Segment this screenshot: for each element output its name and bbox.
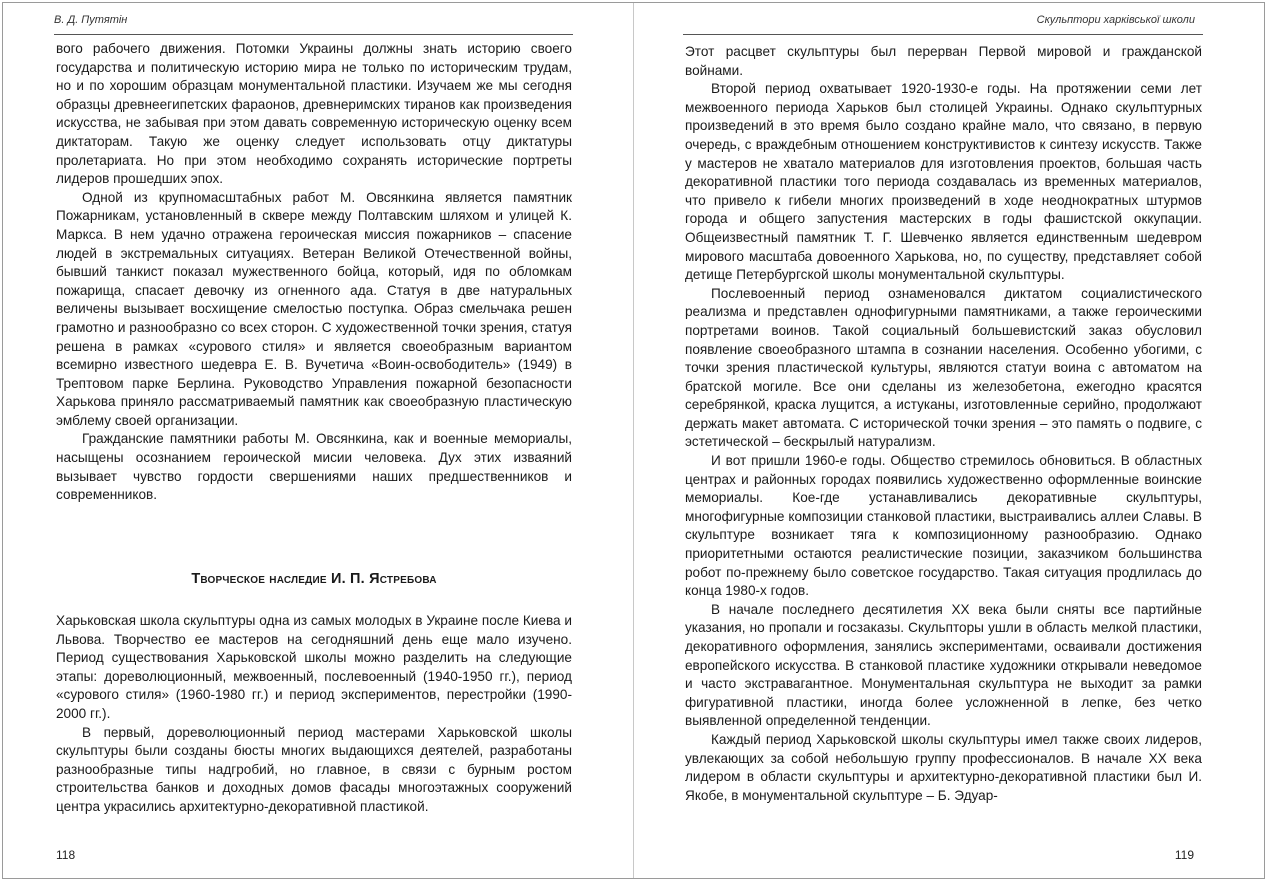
paragraph: Харьковская школа скульптуры одна из самых молодых в Украине после Киева и Львова. Творчество ее мастеров на сегодняшний день еще мало изучено. Период существования Харьковской школы можно разделить на следующие этапы: дореволюционный, межвоенный, послевоенный (1940-1950 гг.), период «сурового стиля» (1960-1980 гг.) и период экспериментов, перестройки (1990-2000 гг.). [56, 613, 572, 721]
left-page [3, 3, 634, 878]
section-title: Творческое наследие И. П. Ястребова [191, 571, 437, 587]
paragraph: Каждый период Харьковской школы скульптуры имел также своих лидеров, увлекающих за собой небольшую группу профессионалов. В начале XX века лидером в области скульптуры и архитектурно-декоративной пластики был И. Якобе, в монументальной скульптуре – Б. Эдуар- [685, 731, 1202, 803]
right-body-text [685, 43, 1202, 805]
book-spread [2, 2, 1265, 879]
paragraph: В первый, дореволюционный период мастерами Харьковской школы скульптуры были созданы бюсты многих выдающихся деятелей, разработаны разнообразные типы надгробий, но главное, в связи с бурным ростом строительства банков и доходных домов фасады многоэтажных сооружений центра украсились архитектурно-декоративной пластикой. [56, 724, 572, 814]
right-page [634, 3, 1264, 878]
left-body-text [56, 40, 572, 505]
paragraph: Этот расцвет скульптуры был перерван Первой мировой и гражданской войнами. [685, 44, 1202, 78]
header-rule [54, 34, 573, 35]
paragraph: Одной из крупномасштабных работ М. Овсянкина является памятник Пожарникам, установленный в сквере между Полтавским шляхом и улицей К. Маркса. В нем удачно отражена героическая миссия пожарников – спасение людей в экстремальных ситуациях. Ветеран Великой Отечественной войны, бывший танкист показал мужественного бойца, который, идя по обломкам пожарища, спасает девочку из огненного ада. Статуя в две натуральных величены вызывает восхищение смелостью поступка. Образ смельчака решен грамотно и разнообразно со всех сторон. С художественной точки зрения, статуя решена в рамках «сурового стиля» и является своеобразным вариантом всемирно известного шедевра Е. В. Вучетича «Воин-освободитель» (1949) в Трептовом парке Берлина. Руководство Управления пожарной безопасности Харькова приняло рассматриваемый памятник как своеобразную пластическую эмблему своей организации. [56, 189, 572, 428]
paragraph: Послевоенный период ознаменовался диктатом социалистического реализма и представлен однофигурными памятниками, а также героическими портретами воинов. Такой социальный большевистский заказ обусловил появление своеобразного штампа в сознании населения. Особенно убогими, с точки зрения пластической культуры, являются статуи воина с автоматом на братской могиле. Все они сделаны из железобетона, ежегодно красятся серебрянкой, краска лущится, а истуканы, изготовленные серийно, продолжают держать макет автомата. С исторической точки зрения – это память о подвиге, с эстетической – бескрылый натурализм. [685, 285, 1202, 450]
paragraph: Гражданские памятники работы М. Овсянкина, как и военные мемориалы, насыщены осознанием героической мисии человека. Дух этих изваяний вызывает чувство гордости свершениями наших предшественников и современников. [56, 431, 572, 503]
paragraph: И вот пришли 1960-е годы. Общество стремилось обновиться. В областных центрах и районных городах появились художественно оформленные воинские мемориалы. Кое-где устанавливались декоративные скульптуры, многофигурные композиции станковой пластики, выстраивались аллеи Славы. В скульптуре возникает тяга к композиционному разнообразию. Однако приоритетными остаются реалистические позиции, заказчиком большинства робот по-прежнему было советское государство. Такая ситуация продлилась до конца 1980-х годов. [685, 453, 1202, 599]
section-body-text [56, 612, 572, 817]
page-number: 118 [56, 848, 76, 862]
paragraph: В начале последнего десятилетия XX века были сняты все партийные указания, но пропали и госзаказы. Скульпторы ушли в область мелкой пластики, декоративного оформления, занялись экспериментами, осваивали достижения европейского искусства. В станковой пластике художники открывали неведомое и часто экстравагантное. Монументальная скульптура не выходит за рамки фигуративной пластики, иногда более усложненной в лепке, без четко выявленной определенной тенденции. [685, 601, 1202, 729]
running-head-title: Скульптори харківської школи [1036, 14, 1195, 26]
running-head-author: В. Д. Путятін [54, 14, 128, 26]
paragraph: вого рабочего движения. Потомки Украины должны знать историю своего государства и политическую историю мира не только по историческим трудам, но и по хорошим образцам монументальной пластики. Изучаем же мы сегодня образцы древнеегипетских фараонов, древнеримских тиранов как произведения искусства, не забывая при этом давать современную историческую оценку всем диктаторам. Такую же оценку следует использовать отцу диктатуры пролетариата. Но при этом необходимо сохранять исторические портреты лидеров прошедших эпох. [56, 41, 572, 187]
paragraph: Второй период охватывает 1920-1930-е годы. На протяжении семи лет межвоенного периода Харьков был столицей Украины. Однако скульптурных произведений в это время было создано крайне мало, что связано, в первую очередь, с враждебным отношением конструктивистов к синтезу искусств. Также у мастеров не хватало материалов для изготовления проектов, большая часть декоративной пластики того периода создавалась из временных материалов, что привело к гибели многих произведений в ходе неоднократных штурмов города и общего запустения мастерских в годы фашистской оккупации. Общеизвестный памятник Т. Г. Шевченко является единственным шедевром мирового масштаба довоенного Харькова, но, по существу, представляет собой детище Петербургской школы монументальной скульптуры. [685, 81, 1202, 283]
page-number: 119 [1174, 848, 1194, 862]
header-rule [683, 34, 1203, 35]
